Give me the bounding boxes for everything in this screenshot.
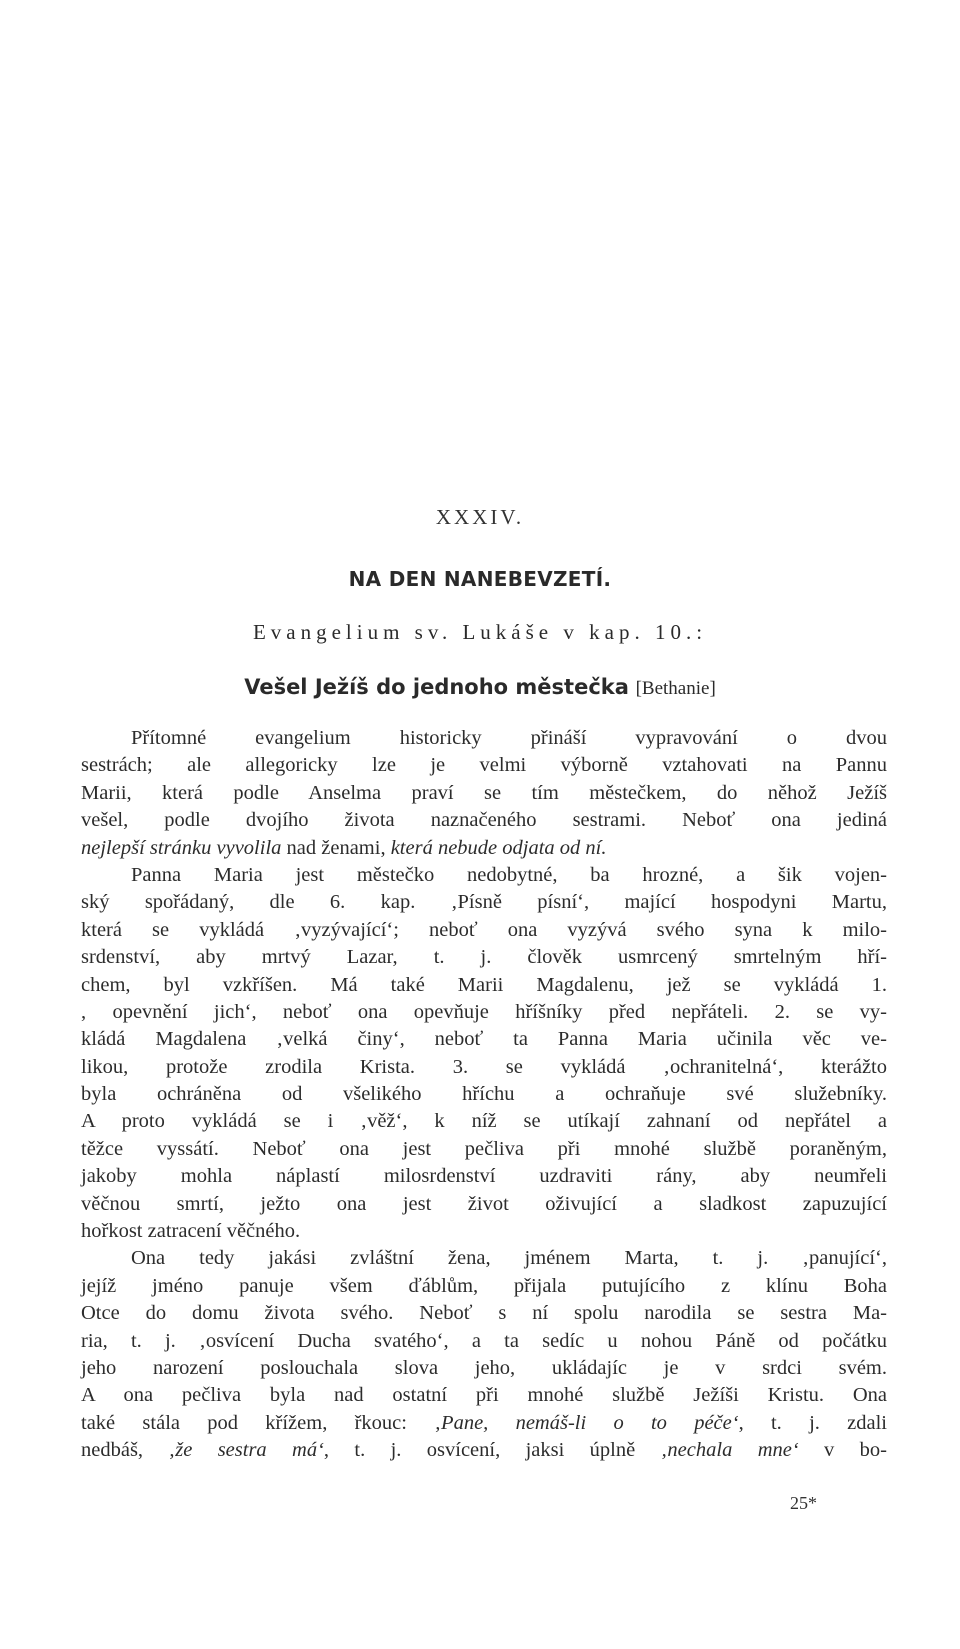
text-line [81, 944, 887, 971]
text-line [81, 1163, 887, 1190]
text-segment: , t. j. osvícení, jaksi úplně [323, 1439, 661, 1462]
pericope-note: [Bethanie] [635, 678, 716, 699]
text-segment: ský spořádaný, dle 6. kap. ‚Písně písní‘, mající hospodyni Martu, [81, 891, 887, 914]
text-line [81, 752, 887, 779]
text-line [81, 1054, 887, 1081]
text-line [81, 725, 887, 752]
text-line [81, 1108, 887, 1135]
text-segment: nedbáš, [81, 1439, 169, 1462]
text-segment: také stála pod křížem, řkouc: [81, 1411, 435, 1434]
text-line [81, 1382, 887, 1409]
text-segment: v bo- [798, 1439, 887, 1462]
text-line [81, 807, 887, 834]
text-line [81, 1245, 887, 1272]
text-line [81, 1081, 887, 1108]
text-segment: věčnou smrtí, ježto ona jest život oživující a sladkost zapuzující [81, 1192, 887, 1215]
text-line [81, 1191, 887, 1218]
body-text [81, 725, 887, 1465]
text-segment: , opevnění jich‘, neboť ona opevňuje hříšníky před nepřáteli. 2. se vy- [81, 1000, 887, 1023]
text-segment: Marii, která podle Anselma praví se tím městečkem, do něhož Ježíš [81, 781, 887, 804]
text-segment: nad ženami, [281, 836, 391, 859]
text-line [81, 862, 887, 889]
text-segment: hořkost zatracení věčného. [81, 1220, 301, 1243]
italic-segment: nejlepší stránku vyvolila [81, 836, 282, 859]
text-line [81, 780, 887, 807]
text-line [81, 1300, 887, 1327]
text-segment: vešel, podle dvojího života naznačeného sestrami. Neboť ona jediná [81, 809, 887, 832]
text-line [81, 1136, 887, 1163]
text-line [81, 999, 887, 1026]
italic-segment: ‚že sestra má‘ [168, 1439, 324, 1462]
text-segment: těžce vyssátí. Neboť ona jest pečliva při mnohé službě poraněným, [81, 1137, 887, 1160]
text-segment: která se vykládá ‚vyzývající‘; neboť ona vyzývá svého syna k milo- [81, 918, 887, 941]
text-segment: chem, byl vzkříšen. Má také Marii Magdalenu, jež se vykládá 1. [81, 973, 887, 996]
text-segment: kládá Magdalena ‚velká činy‘, neboť ta Panna Maria učinila věc ve- [81, 1028, 887, 1051]
gospel-reference: Evangelium sv. Lukáše v kap. 10.: [252, 620, 708, 644]
italic-segment: která nebude odjata od ní. [390, 836, 607, 859]
pericope-text: Vešel Ježíš do jednoho městečka [244, 675, 629, 699]
text-segment: byla ochráněna od všelikého hříchu a ochraňuje své služebníky. [81, 1083, 887, 1106]
chapter-title: NA DEN NANEBEVZETÍ. [348, 567, 612, 591]
text-segment: jejíž jméno panuje všem ďáblům, přijala putujícího z klínu Boha [81, 1274, 887, 1297]
text-line [81, 917, 887, 944]
italic-segment: ‚Pane, nemáš-li o to péče‘ [434, 1411, 739, 1434]
text-segment: Přítomné evangelium historicky přináší vypravování o dvou [131, 727, 887, 749]
text-segment: jakoby mohla náplastí milosrdenství uzdraviti rány, aby neumřeli [81, 1165, 887, 1188]
text-line [81, 1355, 887, 1382]
text-line [81, 1437, 887, 1464]
italic-segment: ‚nechala mne‘ [660, 1439, 799, 1462]
text-segment: Ona tedy jakási zvláštní žena, jménem Marta, t. j. ‚panující‘, [131, 1247, 887, 1270]
text-segment: A ona pečliva byla nad ostatní při mnohé službě Ježíši Kristu. Ona [81, 1384, 887, 1407]
text-line [81, 835, 887, 862]
text-line [81, 1218, 887, 1245]
text-line [81, 1410, 887, 1437]
text-line [81, 1328, 887, 1355]
text-segment: srdenství, aby mrtvý Lazar, t. j. člověk usmrcený smrtelným hří- [81, 946, 887, 969]
chapter-number: XXXIV. [435, 505, 525, 529]
text-line [81, 889, 887, 916]
text-segment: sestrách; ale allegoricky lze je velmi výborně vztahovati na Pannu [81, 754, 887, 777]
text-line [81, 972, 887, 999]
text-segment: Otce do domu života svého. Neboť s ní spolu narodila se sestra Ma- [81, 1302, 887, 1325]
text-line [81, 1026, 887, 1053]
text-line [81, 1273, 887, 1300]
pericope-line [0, 675, 960, 700]
text-segment: , t. j. zdali [738, 1411, 887, 1434]
text-segment: Panna Maria jest městečko nedobytné, ba hrozné, a šik vojen- [131, 863, 887, 886]
text-segment: A proto vykládá se i ‚věž‘, k níž se utíkají zahnaní od nepřátel a [81, 1110, 887, 1133]
text-segment: ria, t. j. ‚osvícení Ducha svatého‘, a ta sedíc u nohou Páně od počátku [81, 1329, 887, 1352]
text-segment: likou, protože zrodila Krista. 3. se vykládá ‚ochranitelná‘, kterážto [81, 1055, 887, 1078]
text-segment: jeho narození poslouchala slova jeho, ukládajíc je v srdci svém. [81, 1356, 887, 1379]
page-number: 25* [790, 1493, 817, 1513]
